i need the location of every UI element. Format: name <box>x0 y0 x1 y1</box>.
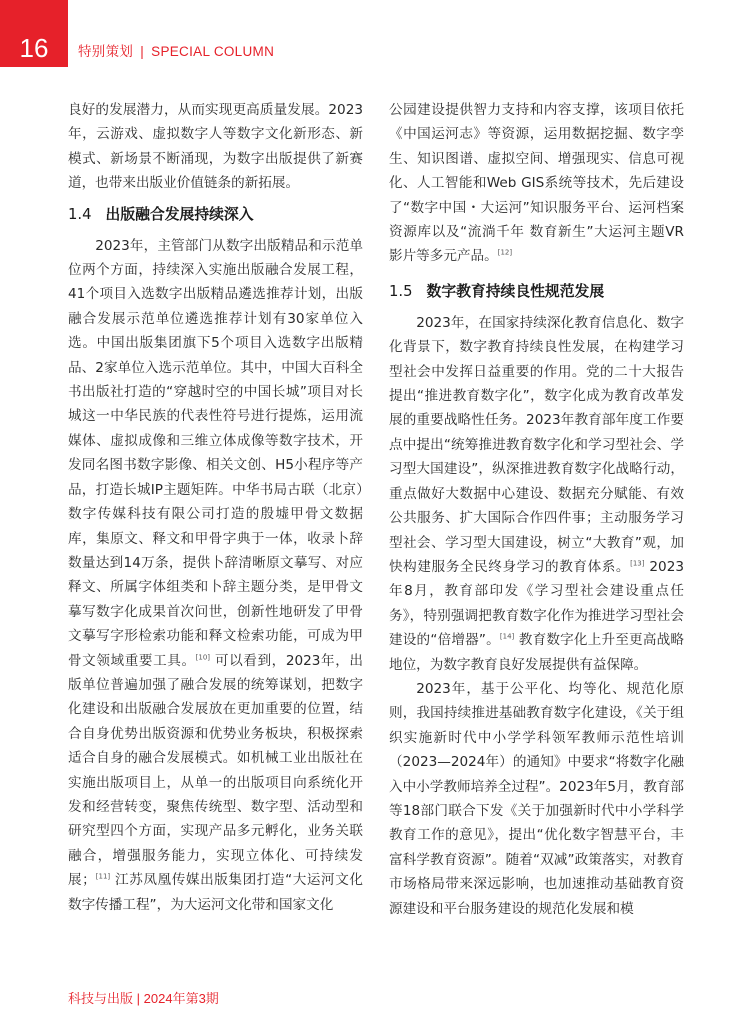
right-column <box>389 98 684 921</box>
column-title-en: SPECIAL COLUMN <box>151 44 275 59</box>
text-run: 公园建设提供智力支持和内容支撑，该项目依托《中国运河志》等资源，运用数据挖掘、数字孪生、知识图谱、虚拟空间、增强现实、信息可视化、人工智能和Web GIS系统等技术，先后建设了“数字中国・大运河”知识服务平台、运河档案资源库以及“流淌千年 数育新生”大运河主题VR影片等多元产品。 <box>389 102 684 265</box>
continued-paragraph <box>389 98 684 269</box>
intro-paragraph: 良好的发展潜力，从而实现更高质量发展。2023年，云游戏、虚拟数字人等数字文化新形态、新模式、新场景不断涌现，为数字出版提供了新赛道，也带来出版业价值链条的新拓展。 <box>68 102 363 192</box>
page-number-box <box>0 0 68 67</box>
text-run: 2023年，主管部门从数字出版精品和示范单位两个方面，持续深入实施出版融合发展工程，41个项目入选数字出版精品遴选推荐计划，出版融合发展示范单位遴选推荐计划有30家单位入选。中国出版集团旗下5个项目入选数字出版精品、2家单位入选示范单位。其中，中国大百科全书出版社打造的“穿越时空的中国长城”项目对长城这一中华民族的代表性符号进行提炼，运用流媒体、虚拟成像和三维立体成像等数字技术，开发同名图书数字影像、相关文创、H5小程序等产品，打造长城IP主题矩阵。中华书局古联（北京）数字传媒科技有限公司打造的殷墟甲骨文数据库，集原文、释文和甲骨字典于一体，收录卜辞数量达到14万条，提供卜辞清晰原文摹写、对应释文、所属字体组类和卜辞主题分类，是甲骨文摹写数字化成果首次问世，创新性地研发了甲骨文摹写字形检索功能和释文检索功能，可成为甲骨文领域重要工具。 <box>68 237 363 669</box>
section-heading-1-4 <box>68 204 363 226</box>
left-column <box>68 98 363 917</box>
reference-13: [13] <box>630 559 645 568</box>
reference-14: [14] <box>499 632 515 641</box>
body-paragraph: 2023年，基于公平化、均等化、规范化原则，我国持续推进基础教育数字化建设，《关于组织实施新时代中小学学科领军教师示范性培训（2023—2024年）的通知》中要求“将数字化融入中小学教师培养全过程”。2023年5月，教育部等18部门联合下发《关于加强新时代中小学科学教育工作的意见》，提出“优化数字智慧平台，丰富科学教育资源”。随着“双减”政策落实，对教育市场格局带来深远影响，也加速推动基础教育资源建设和平台服务建设的规范化发展和模 <box>389 680 684 917</box>
text-run: 教育数字化上升至更高战略地位，为数字教育良好发展提供有益保障。 <box>389 632 684 673</box>
journal-footer <box>68 988 219 1007</box>
reference-10: [10] <box>195 653 211 661</box>
text-run: 可以看到，2023年，出版单位普遍加强了融合发展的统筹谋划，把数字化建设和出版融合发展放在更加重要的位置，结合自身优势出版资源和优势业务板块，积极探索适合自身的融合发展模式。如机械工业出版社在实施出版项目上，从单一的出版项目向系统化开发和经营转变，聚焦传统型、数字型、活动型和研究型四个方面，实现产品多元孵化，业务关联融合，增强服务能力，实现立体化、可持续发展； <box>68 652 364 889</box>
header-separator: | <box>140 44 145 59</box>
reference-11: [11] <box>95 872 111 881</box>
section-number: 1.5 <box>389 282 413 300</box>
footer-separator: | <box>136 991 141 1006</box>
journal-issue: 2024年第3期 <box>143 991 219 1006</box>
reference-12: [12] <box>497 248 513 257</box>
column-header <box>78 40 274 60</box>
text-run: 2023年8月，教育部印发《学习型社会建设重点任务》，特别强调把教育数字化作为推进学习型社会建设的“倍增器”。 <box>389 558 685 649</box>
text-run: 2023年，在国家持续深化教育信息化、数字化背景下，数字教育持续良性发展，在构建学习型社会中发挥日益重要的作用。党的二十大报告提出“推进教育数字化”，数字化成为教育改革发展的重要战略性任务。2023年教育部年度工作要点中提出“统筹推进教育数字化和学习型社会、学习型大国建设”，纵深推进教育数字化战略行动，重点做好大数据中心建设、数据充分赋能、有效公共服务、扩大国际合作四件事；主动服务学习型社会、学习型大国建设，树立“大教育”观，加快构建服务全民终身学习的教育体系。 <box>389 314 684 575</box>
section-heading-1-5 <box>389 281 684 303</box>
section-number: 1.4 <box>68 205 92 223</box>
journal-name: 科技与出版 <box>68 991 134 1006</box>
section-title: 出版融合发展持续深入 <box>105 205 254 223</box>
text-run: 江苏凤凰传媒出版集团打造“大运河文化数字传播工程”，为大运河文化带和国家文化 <box>68 872 363 913</box>
section-title: 数字教育持续良性规范发展 <box>426 282 605 300</box>
column-title-cn: 特别策划 <box>78 44 134 59</box>
body-paragraph <box>389 311 684 677</box>
body-paragraph <box>68 234 363 917</box>
page-number: 16 <box>19 33 49 63</box>
